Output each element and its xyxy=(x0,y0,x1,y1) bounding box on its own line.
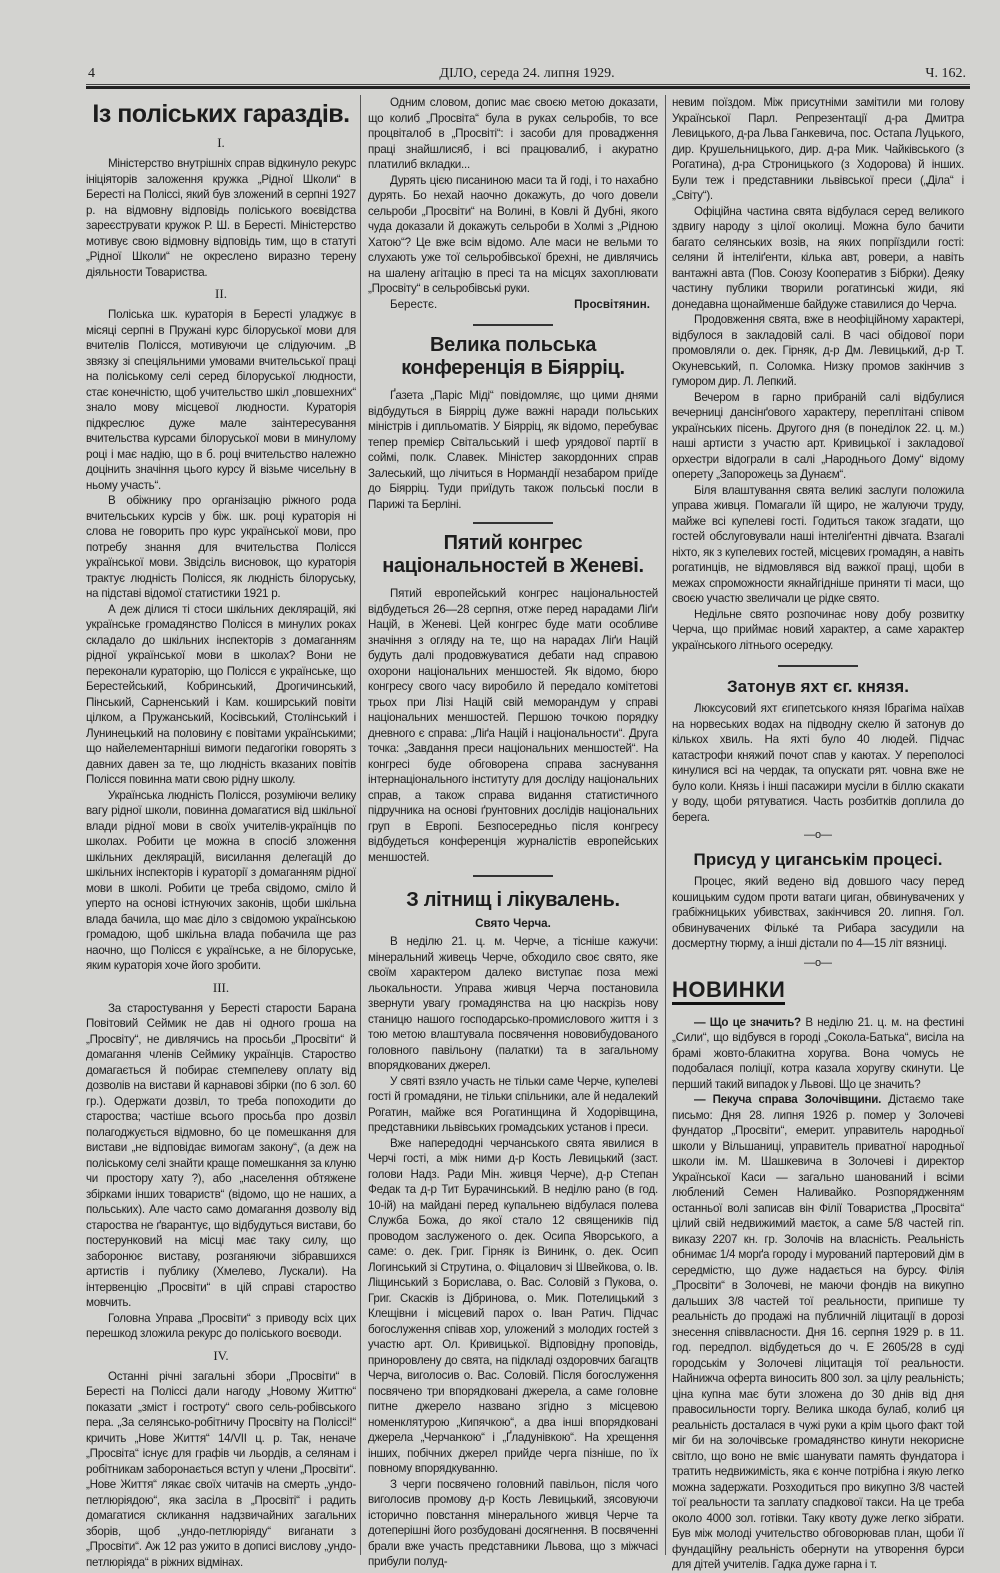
paragraph: Люксусовий яхт єгипетського князя Ібрагіма наїхав на норвеських водах на підводну скелю й затонув до кількох хвиль. На яхті було 40 людей. Підчас катастрофи княжий почот спав у каютах. У переполосі кинулися всі на чердак, та опускати рят. човна вже не було коли. Князь і інші пасажири мусіли в біллю скакати у воду, щоби рятуватися. Часть розбитків доплила до берега. xyxy=(672,702,964,824)
paragraph: А деж ділися ті стоси шкільних деклярацій, які українське громадянство Полісся в минулих роках складало до шкільних інспекторів з домаганням рідної української мови в школах? Вони не переконали кураторію, що Полісся є українське, що Берестейський, Кобринський, Дрогичинський, Пінський, Сарненський і Кам. коширський повіти цілком, а Пружанський, Косівський, Столінський і Лунинецький на половину є повітами українськими; що найелементарніші вимоги педагогіки говорять з давних давен за те, що людність вказаних повітів Полісся повинна мати свою рідну школу. xyxy=(86,602,356,786)
paragraph: У святі взяло участь не тільки саме Черче, купелеві гості й громадяни, не тільки спільники, але й недалекий Рогатин, майже вся Рогатинщина й Ходорівщина, представники львівських громадських установ і преси. xyxy=(368,1074,658,1134)
paragraph: Одним словом, допис має своєю метою доказати, що колиб „Просвіта“ була в руках сельробів, то все процвіталоб в „Просвіті“: і засоби для провадження праці знайшлисяб, і всі працювалиб, і акуратно платилиб вкладки... xyxy=(368,96,658,171)
signature xyxy=(368,297,658,313)
paragraph: В неділю 21. ц. м. Черче, а тісніше кажучи: мінеральний живець Черче, обходило своє свято, яке своїм характером далеко виступає поза межі льокальности. Управа живця Черча постановила звернути увагу громадянства на цю наскрізь нову станицю нашого господарсько-промислового життя і з тою метою влаштувала посвячення нововибудованого головного павільону (палатки) та в загальному впорядкованих джерел. xyxy=(368,935,658,1072)
article-title: З літнищ і лікувалень. xyxy=(406,889,620,911)
section-number: IV. xyxy=(213,1347,229,1363)
article-title: Пятий конгрес національностей в Женеві. xyxy=(382,532,644,577)
article-title: Велика польська конференція в Біярріц. xyxy=(401,334,625,379)
paragraph: Вечером в гарно прибраній салі відбулися вечерниці дансінґового характеру, переплітані співом українських пісень. Другого дня (в понеділок 22. ц. м.) наші артисти з участю арт. Кривицької і закладової орхестри відограли в салі „Народнього Дому“ відому оперету „Запорожець за Дунаєм“. xyxy=(672,390,964,481)
news-text: Дістаємо таке письмо: Дня 28. липня 1926 р. помер у Золочеві фундатор „Просвіти“, емерит. управитель народньої школи у Вільшаниці, управитель приватної народньої школи ім. М. Шашкевича в Золочеві і директор Української Каси — загально шанований і всіми люблений Семен Наливайко. Розпорядженням останньої волі записав він Філії Товариства „Просвіта“ цілий свій недвижимий маєток, а саме 5/8 частей гіп. виказу 2207 кн. гр. Золочів на власність. Реальність обнимає 1/4 морґа городу і мурований партеровий дім в середмістю, що дуже надається на бурсу. Філія „Просвіти“ в Золочеві, не маючи фондів на викупно дальших 3/8 частей тої реальности, припише ту реальність до продажі на публичній ліцитації в дорозі знесення співвласности. Дня 16. серпня 1929 р. в 11. год. передпол. відбудеться до ч. Е 2605/28 в суді городськім у Золочеві ліцитація тої реальности. Найнижча оферта виносить 800 зол. за цілу реальність; ціна купна має бути зложена до 30 днів від дня правосильности торгу. Велика шкода булаб, колиб ця реальність досталася в чужі руки а крім цього факт той міг би на золочівське громадянство кинути некорисне світло, що воно не вміє шанувати память фундатора і тратить недвижимість, яка є конче потрібна і якую легко можна задержати. Розходиться про викупно 3/8 частей тої реальности та заплату спадкової такси. На це треба около 4000 зол. готівки. Таку квоту дуже легко зібрати. Був між молоді учительство обговорював план, щоби її фундаційну реальність обернути на утворення бурси для дітей учителів. Гадка дуже гарна і т. xyxy=(672,1093,964,1571)
divider xyxy=(778,665,858,667)
article-title: Затонув яхт єг. князя. xyxy=(727,677,909,696)
column-3 xyxy=(672,95,964,1573)
column-divider xyxy=(360,95,361,1555)
article-title: Із поліських гараздів. xyxy=(92,100,350,128)
column-2 xyxy=(368,95,658,1570)
paragraph: Головна Управа „Просвіти“ з приводу всіх цих перешкод зложила рекурс до поліського воєводи. xyxy=(86,1311,356,1340)
divider xyxy=(473,875,553,877)
news-text: В неділю 21. ц. м. на фестині „Сили“, що відбувся в городі „Сокола-Батька“, висіла на брамі жовто-блакитна хоругва. Вона чомусь не подобалася поліції, котра казала хоругву скинути. Це перший такий випадок у Львові. Що це значить? xyxy=(672,1015,964,1091)
paragraph: Пятий европейський конгрес національностей відбудеться 26—28 серпня, отже перед нарадами Ліґи Націй, в Женеві. Цей конгрес буде мати особливе значіння з огляду на те, що на нарадах Ліґи Націй будуть далі продовжуватися дебати над справою охорони національних меншостей. Як відомо, бюро конгресу свого часу виробило й передало комітетові трьох при Лізі Націй свій меморандум у справі національних меншостей. Першою точкою порядку дневного є справа: „Ліґа Націй і національности“. Друга точка: „Завдання преси національних меншостей“. На конгресі буде обговорена справа заснування інтернаціонального інституту для досліду національних справ, а також справа видання статистичного підручника на основі ґрунтовних дослідів національних груп в Европі. Безпосередньо після конгресу відбудеться конференція журналістів европейських меншостей. xyxy=(368,587,658,864)
column-1 xyxy=(86,95,356,1570)
divider: —o— xyxy=(803,829,833,841)
paragraph: В обіжнику про організацію ріжного рода вчительських курсів у біж. шк. році кураторія ні слова не говорить про курс української мови, про потребу знання для вчительства Полісся української мови. Звідсіль висновок, що кураторія трактує людність Полісся, як людність білоруську, на підставі відомої статистики 1921 р. xyxy=(86,494,356,600)
article-subtitle: Свято Черча. xyxy=(475,917,551,930)
paragraph: За старостування у Бересті старости Барана Повітовий Сеймик не дав ні одного гроша на „Просвіту“, не дивлячись на просьби „Просвіти“ й домагання членів Сеймику українців. Староство домагається й побирає стемпелеву оплату від дозволів на вистави й карнавові збірки (по 6 зол. 60 гр.). Одержати дозвіл, то треба попоходити до староства; частіше всього просьба про дозвіл полагоджується відмовно, бо це помешкання для вистави „не відповідає вимогам закону“, (а деж на поліському селі знайти краще помешкання за клуню чи простору хату ?), або „населення обтяжене збірками інших товариств“ (відомо, що не наших, а польських). Але часто само домагання дозволу від староства не ґварантує, що відбудуться вистави, бо постерунковий на місці має таку силу, що заборонює виставу, розганяючи зібравшихся артистів і публику (Хмелево, Лускали). На інтервенцію „Просвіти“ в цій справі староство мовчить. xyxy=(86,1001,356,1309)
signature-place: Берестє. xyxy=(390,297,438,311)
news-headline: — Що це значить? xyxy=(694,1015,801,1029)
paragraph: Недільне свято розпочинає нову добу розвитку Черча, що приймає новий характер, а саме характер українського літнього осередку. xyxy=(672,607,964,652)
news-item xyxy=(672,1015,964,1093)
paragraph: Офіційна частина свята відбулася серед великого здвигу народу з цілої околиці. Можна було бачити багато селянських возів, на яких попріїздили гості: селяни й інтеліґенти, кілька авт, ровери, а навіть вантажні авта (Пов. Союзу Кооператив з Бібрки). Деяку частину публики творили рогатинські жиди, які донедавна щонайменше байдуже ставилися до Черча. xyxy=(672,204,964,311)
article-title: Присуд у циганськім процесі. xyxy=(693,850,943,869)
article xyxy=(368,324,658,512)
article xyxy=(368,875,658,1570)
article-continuation xyxy=(368,95,658,312)
divider: —o— xyxy=(803,956,833,969)
paragraph: Продовження свята, вже в неофіційному характері, відбулося в закладовій салі. В часі обідової пори промовляли о. дек. Гірняк, д-р Дм. Левицький, д-р Т. Окуневський, п. Соломка. Низку промов закінчив з гумором дир. Л. Лепкий. xyxy=(672,313,964,388)
signature-author: Просвітянин. xyxy=(574,297,650,311)
paragraph: Українська людність Полісся, розуміючи велику вагу рідної школи, повинна домагатися від шкільної влади рідної мови в своїх учителів-українців по школах. Робити це можна в спосіб зложення шкільних деклярацій, висилання делегацій до шкільних інспекторів і кураторії з домаганням рідної мови в школі. Робити це треба свідомо, сміло й уперто на основі істнуючих законів, щоби шкільна влада бачила, що має діло з свідомою українською громадою, щоб шкільна влада побачила ще раз наочно, що Полісся є українське, а не білоруське, яким кураторія хоче його зробити. xyxy=(86,788,356,972)
header-rule-thin xyxy=(86,84,970,85)
page-number: 4 xyxy=(88,66,95,81)
column-divider xyxy=(665,95,666,1555)
paragraph: Біля влаштування свята великі заслуги положила управа живця. Помагали їй щиро, не жалуючи труду, майже всі купелеві гості. Годиться також згадати, що гостей обслуговували наші інтеліґентні дівчата. Взагалі ніхто, як з купелевих гостей, місцевих громадян, а навіть рогатинців, не відмовлявся від важкої праці, щоби в межах спроможности якнайгідніше приняти ті маси, що своєю участю звеличали це рідке свято. xyxy=(672,483,964,605)
divider xyxy=(473,324,553,326)
divider xyxy=(473,522,553,524)
page-header xyxy=(88,66,966,84)
section-number: I. xyxy=(217,135,225,150)
issue-number: Ч. 162. xyxy=(925,66,966,81)
section-number: II. xyxy=(215,286,227,301)
section-number: III. xyxy=(212,979,230,995)
paragraph: Вже напередодні черчанського свята явилися в Черчі гості, а між ними д-р Кость Левицький (заст. голови Надз. Ради Мін. живця Черче), д-р Степан Федак та д-р Тит Бурачинський. В неділю рано (в год. 10-ій) на майдані перед купальнею відбулася полева Служба Божа, до якої стало 12 священиків під проводом заслуженого о. дек. Осипа Яворського, а саме: о. дек. Григ. Гірняк із Вининк, о. дек. Осип Логинський зі Струтина, о. Фіцалович зі Швейкова, о. Ів. Ліщинський з Борислава, о. Вас. Соловій з Пукова, о. Григ. Скасків із Дібринова, о. Мик. Потелицький з Клещівни і місцевий парох о. Іван Ратич. Підчас богослуження співав хор, уложений з молодих гостей з участю арт. Ол. Кривицької. Відповідну проповідь, приноровлену до свята, на підкладі оздоровчих багацтв Черча, виголосив о. Вас. Соловій. Після богослуження посвячено три впорядковані джерела, а саме головне питне джерело названо згідно з місцевою номенклятурою „Кипячкою“, а два інші впорядковані джерела „Черчанкою“ і „Ґладунівкою“. На хрещення інших, побічних джерел прийде черга пізніше, по їх повному впорядкуванню. xyxy=(368,1136,658,1475)
paragraph: Міністерство внутрішніх справ відкинуло рекурс ініціяторів заложення кружка „Рідної Школи“ в Бересті на Поліссі, який був зложений в серпні 1927 р. на відмовну відповідь поліського воєвідства зареєструвати кружок Р. Ш. в Бересті. Міністерство мотивує свою відмовну відповідь тим, що в статуті „Рідної Школи“ не окреслено виразно терену діяльности Товариства. xyxy=(86,157,356,279)
paragraph: Ґазета „Паріс Міді“ повідомляє, що цими днями відбудуться в Біярріц дуже важні наради польських міністрів і дипльоматів. У Біярріц, як відомо, перебуває тепер премієр Світальський і шеф урядової партії в соймі, полк. Славек. Міністер закордонних справ Залеський, що лічиться в Нормандії незабаром приїде до Біярріц. Туди приїдуть також польські посли в Парижі та Берліні. xyxy=(368,389,658,511)
paragraph: З черги посвячено головний павільон, після чого виголосив промову д-р Кость Левицький, зясовуючи історично повстання мінерального живця Черче та дотеперішні його розбудовані досягнення. В посвяченні брали вже участь представники Львова, що з міжчасі прибули полуд- xyxy=(368,1477,658,1568)
paragraph: Процес, який ведено від довшого часу перед кошицьким судом проти ватаги циган, обвинувачених у грабіжницьких убивствах, закінчився 20. липня. Гол. обвинувачених Фількé та Рибара засудили на досмертну тюрму, а інші дістали по 4—15 літ вязниці. xyxy=(672,875,964,950)
news-section xyxy=(672,978,964,1573)
paragraph: Останні річні загальні збори „Просвіти“ в Бересті на Поліссі дали нагоду „Новому Життю“ показати „зміст і гостроту“ свого сель-робівського пера. „За селянсько-робітничу Просвіту на Поліссі!“ кричить „Нове Життя“ 14/VII ц. р. Так, неначе „Просвіта“ існує для графів чи льордів, а селянам і робітникам заборонається вступ у члени „Просвіти“. „Нове Життя“ лякає своїх читачів на смерть „ундо-петлюріядою“, яка засіла в „Просвіті“ і радить домагатися скликання надзвичайних загальних зборів, щоб „ундо-петлюріяду“ виганати з „Просвіти“. Аж 12 раз ужито в дописі вислову „ундо-петлюріяда“ в ріжних відмінах. xyxy=(86,1369,356,1569)
paragraph: Поліська шк. кураторія в Бересті уладжує в місяці серпні в Пружані курс білоруської мови для вчителів Полісся, мотивуючи це слідуючим. „В звязку зі спеціяльними умовами вчительської праці на поліському селі серед білоруської людности, стає конечністю, щоб учительство шкіл „повшехних“ знало мову місцевої людности. Кураторія підкреслює дуже мале заінтересування вчительства курсами білоруської мови в минулому році і має надію, що в б. році вчительство належно доцінить значіння цього курсу й візьме чисельну в ньому участь“. xyxy=(86,308,356,492)
paragraph: Дурять цією писаниною маси та й годі, і то нахабно дурять. Бо нехай наочно докажуть, до чого довели сельроби „Просвіти“ на Волині, в Ковлі й Дубні, якого чуда доказали й докажуть сельроби в Холмі з „Рідною Хатою“? Це вже всім відомо. Але маси не вельми то слухають уже тої сельробівської брехні, не дивлячись на шалену агітацію в пресі та на місцях захоплювати „Просвіту“ в сельробівські руки. xyxy=(368,173,658,295)
article-continuation xyxy=(672,95,964,653)
news-headline: — Пекуча справа Золочівщини. xyxy=(694,1093,882,1106)
masthead: ДІЛО, середа 24. липня 1929. xyxy=(439,66,615,81)
news-item xyxy=(672,1092,964,1573)
article xyxy=(368,522,658,865)
header-rule xyxy=(86,86,970,89)
section-heading-news: НОВИНКИ xyxy=(672,978,785,1005)
paragraph: невим поїздом. Між присутніми замітили ми голову Української Парл. Репрезентації д-ра Дмитра Левицького, д-ра Льва Ганкевича, пос. Остапа Луцького, дир. Крушельницького, дир. д-ра Мик. Чайківського (з Рогатина), д-ра Строницького (з Ходорова) й інших. Були теж і представники львівської преси („Діла“ і „Світу“). xyxy=(672,96,964,202)
article xyxy=(672,665,964,970)
